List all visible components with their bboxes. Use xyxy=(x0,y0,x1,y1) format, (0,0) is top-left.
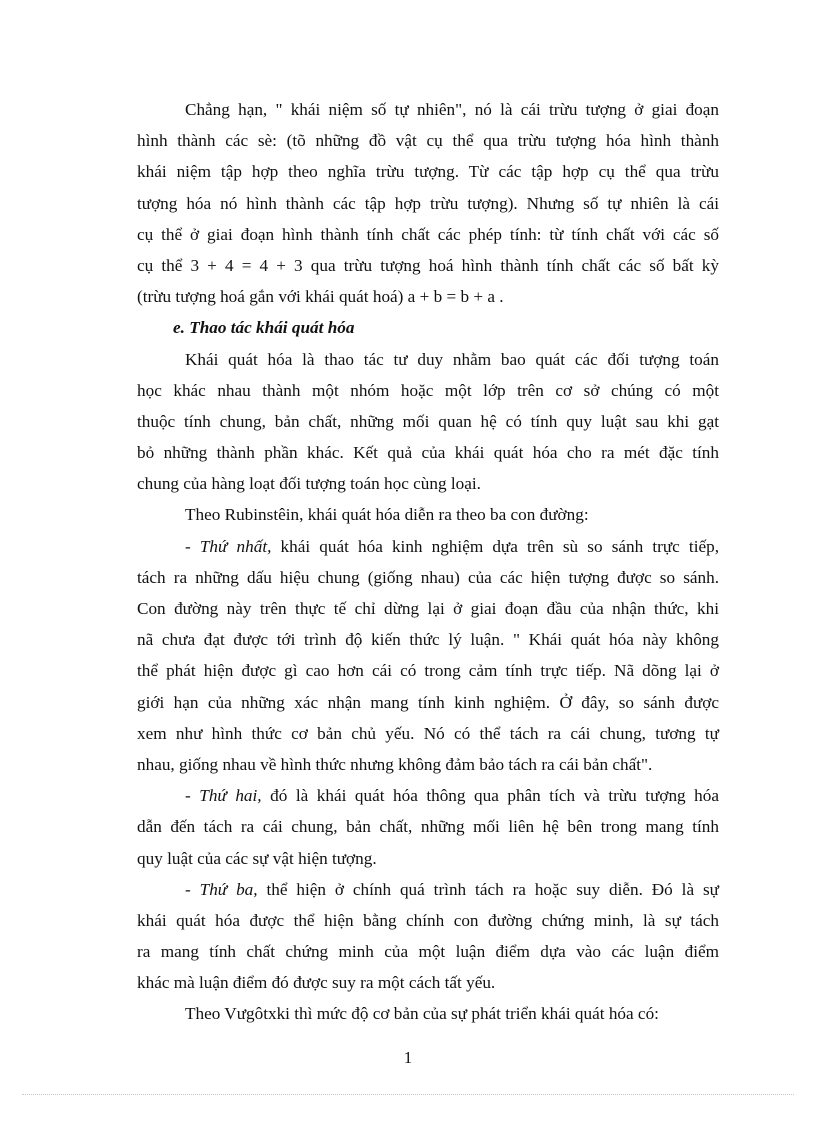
text-line: chung của hàng loạt đối tượng toán học cùng loại. xyxy=(137,474,481,494)
text-line: cụ thể 3 + 4 = 4 + 3 qua trừu tượng hoá hình thành tính chất các số bất kỳ xyxy=(137,255,719,275)
text-line: nã chưa đạt được tới trình độ kiến thức lý luận. " Khái quát hóa này không xyxy=(137,630,719,650)
text-line: ra mang tính chất chứng minh của một luận điểm dựa vào các luận điểm xyxy=(137,942,719,962)
paragraph-first-way xyxy=(137,531,719,781)
text-line xyxy=(137,874,719,905)
text-line xyxy=(137,531,719,562)
text-line xyxy=(137,780,719,811)
paragraph-rubinstein-intro: Theo Rubinstêin, khái quát hóa diễn ra theo ba con đường: xyxy=(185,505,589,525)
paragraph-generalization-definition xyxy=(137,344,719,500)
paragraph-second-way xyxy=(137,780,719,874)
list-text: khái quát hóa kinh nghiệm dựa trên sù so sánh trực tiếp, xyxy=(271,536,720,556)
text-line: Chẳng hạn, " khái niệm số tự nhiên", nó là cái trừu tượng ở giai đoạn xyxy=(185,100,719,119)
text-line: khái quát hóa được thể hiện bằng chính con đường chứng minh, là sự tách xyxy=(137,910,719,930)
text-line: học khác nhau thành một nhóm hoặc một lớp trên cơ sở chúng có một xyxy=(137,380,719,400)
list-lead-first: Thứ nhất, xyxy=(199,536,272,556)
text-line: bỏ những thành phần khác. Kết quả của khái quát hóa cho ra mét đặc tính xyxy=(137,443,719,463)
text-line: thể phát hiện được gì cao hơn cái có trong cảm tính trực tiếp. Nã dõng lại ở xyxy=(137,661,719,681)
list-dash: - xyxy=(185,879,200,899)
text-line: quy luật của các sự vật hiện tượng. xyxy=(137,848,377,868)
list-text: thể hiện ở chính quá trình tách ra hoặc suy diễn. Đó là sự xyxy=(257,879,719,899)
list-text: đó là khái quát hóa thông qua phân tích và trừu tượng hóa xyxy=(261,786,719,806)
paragraph-vygotsky-intro: Theo Vưgôtxki thì mức độ cơ bản của sự phát triển khái quát hóa có: xyxy=(185,1004,659,1024)
text-line: hình thành các sè: (tõ những đồ vật cụ thể qua trừu tượng hóa hình thành xyxy=(137,131,719,151)
text-line: Con đường này trên thực tế chỉ dừng lại ở giai đoạn đầu của nhận thức, khi xyxy=(137,599,719,618)
body-text xyxy=(137,94,719,1030)
text-line: tách ra những dấu hiệu chung (giống nhau) của các hiện tượng được so sánh. xyxy=(137,567,719,587)
text-line: giới hạn của những xác nhận mang tính kinh nghiệm. Ở đây, so sánh được xyxy=(137,692,719,712)
list-lead-third: Thứ ba, xyxy=(199,879,258,899)
text-line: xem như hình thức cơ bản chủ yếu. Nó có thể tách ra cái chung, tương tự xyxy=(137,723,719,743)
text-line: nhau, giống nhau về hình thức nhưng không đảm bảo tách ra cái bản chất". xyxy=(137,754,653,774)
text-line: cụ thể ở giai đoạn hình thành tính chất các phép tính: từ tính chất với các số xyxy=(137,224,719,244)
page-number: 1 xyxy=(403,1048,413,1067)
text-line: Khái quát hóa là thao tác tư duy nhằm bao quát các đối tượng toán xyxy=(185,349,719,369)
section-heading xyxy=(137,312,719,343)
page-bottom-divider xyxy=(22,1094,794,1095)
text-line: tượng hóa nó hình thành các tập hợp trừu tượng). Nhưng số tự nhiên là cái xyxy=(137,193,719,213)
section-heading-text: e. Thao tác khái quát hóa xyxy=(173,318,355,338)
list-dash: - xyxy=(185,786,200,806)
list-dash: - xyxy=(185,536,200,556)
text-line: thuộc tính chung, bản chất, những mối quan hệ có tính quy luật sau khi gạt xyxy=(137,411,719,431)
text-line: dẫn đến tách ra cái chung, bản chất, những mối liên hệ bên trong mang tính xyxy=(137,817,719,837)
paragraph-third-way xyxy=(137,874,719,999)
text-line: khác mà luận điểm đó được suy ra một cách tất yếu. xyxy=(137,973,496,993)
text-line: khái niệm tập hợp theo nghĩa trừu tượng. Từ các tập hợp cụ thể qua trừu xyxy=(137,162,719,182)
list-lead-second: Thứ hai, xyxy=(199,786,262,806)
text-line: (trừu tượng hoá gắn với khái quát hoá) a + b = b + a . xyxy=(137,287,504,307)
paragraph-abstraction-example xyxy=(137,94,719,312)
